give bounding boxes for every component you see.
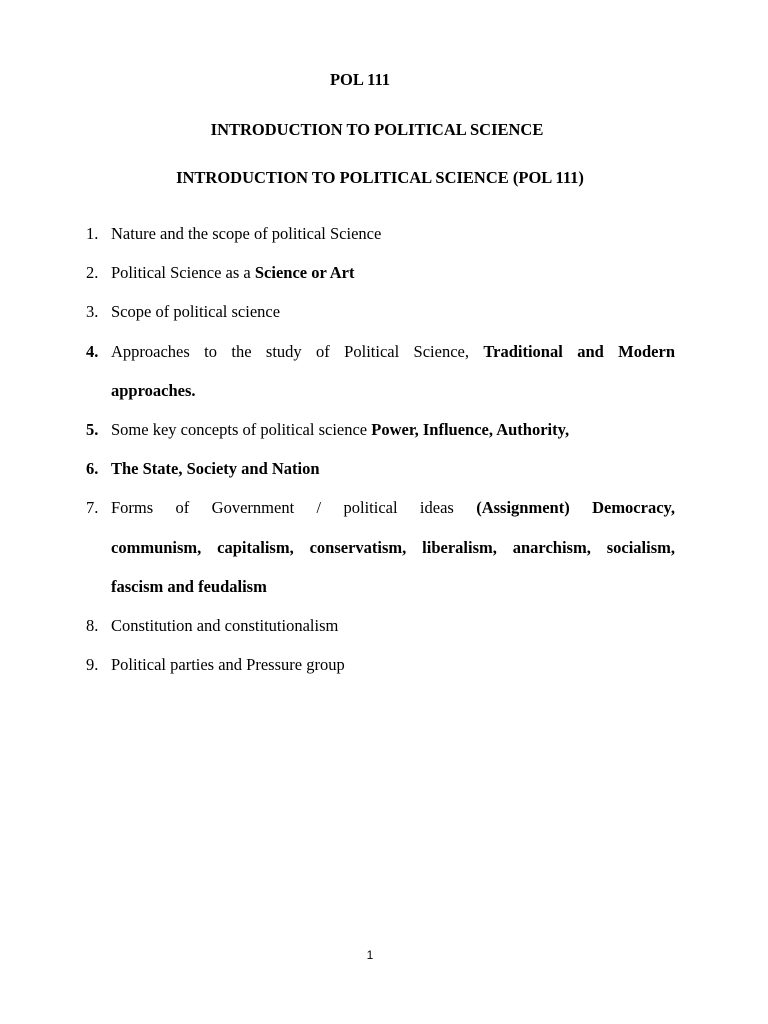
list-item-bold-text: (Assignment) Democracy,	[476, 498, 675, 518]
page-number: 1	[366, 948, 374, 962]
list-item	[86, 645, 675, 684]
list-item	[86, 449, 675, 488]
list-item	[86, 214, 675, 253]
list-item-text: Scope of political science	[111, 302, 281, 322]
list-item-text: Approaches to the study of Political Science,	[111, 341, 484, 361]
list-item-number: 3.	[86, 302, 99, 322]
list-item-text: Nature and the scope of political Science	[111, 224, 382, 243]
list-item	[86, 410, 675, 449]
list-item-bold-text: Traditional and Modern	[483, 341, 675, 361]
list-item-bold-text: Science or Art	[254, 263, 355, 283]
list-item-line	[111, 332, 675, 371]
list-item-line	[111, 488, 675, 527]
list-item-bold-text: communism, capitalism, conservatism, liberalism, anarchism, socialism,	[111, 537, 675, 557]
list-item	[86, 332, 675, 410]
list-item-bold-text: Power, Influence, Authority,	[371, 420, 570, 440]
course-title-with-code-heading: INTRODUCTION TO POLITICAL SCIENCE (POL 111)	[176, 168, 584, 187]
list-item-number: 2.	[86, 263, 99, 283]
list-item-text: Constitution and constitutionalism	[111, 616, 339, 636]
list-item	[86, 488, 675, 606]
course-outline-list	[86, 214, 675, 684]
list-item-number: 8.	[86, 616, 99, 636]
list-item-text: Political parties and Pressure group	[111, 655, 345, 675]
list-item-number: 7.	[86, 498, 99, 518]
list-item-bold-text: The State, Society and Nation	[111, 459, 320, 479]
course-code-heading: POL 111	[329, 70, 391, 89]
list-item	[86, 292, 675, 331]
list-item-number: 9.	[86, 655, 99, 675]
course-title-heading: INTRODUCTION TO POLITICAL SCIENCE	[210, 120, 544, 139]
list-item	[86, 253, 675, 292]
list-item	[86, 606, 675, 645]
list-item-text: Forms of Government / political ideas	[111, 498, 477, 518]
list-item-number: 5.	[86, 420, 99, 440]
list-item-text: Some key concepts of political science	[111, 420, 372, 440]
list-item-bold-text: approaches.	[111, 380, 196, 400]
list-item-text: Political Science as a	[111, 263, 255, 283]
list-item-number: 4.	[86, 341, 99, 361]
list-item-number: 6.	[86, 459, 99, 479]
list-item-number: 1.	[86, 224, 99, 243]
list-item-bold-text: fascism and feudalism	[111, 576, 267, 596]
